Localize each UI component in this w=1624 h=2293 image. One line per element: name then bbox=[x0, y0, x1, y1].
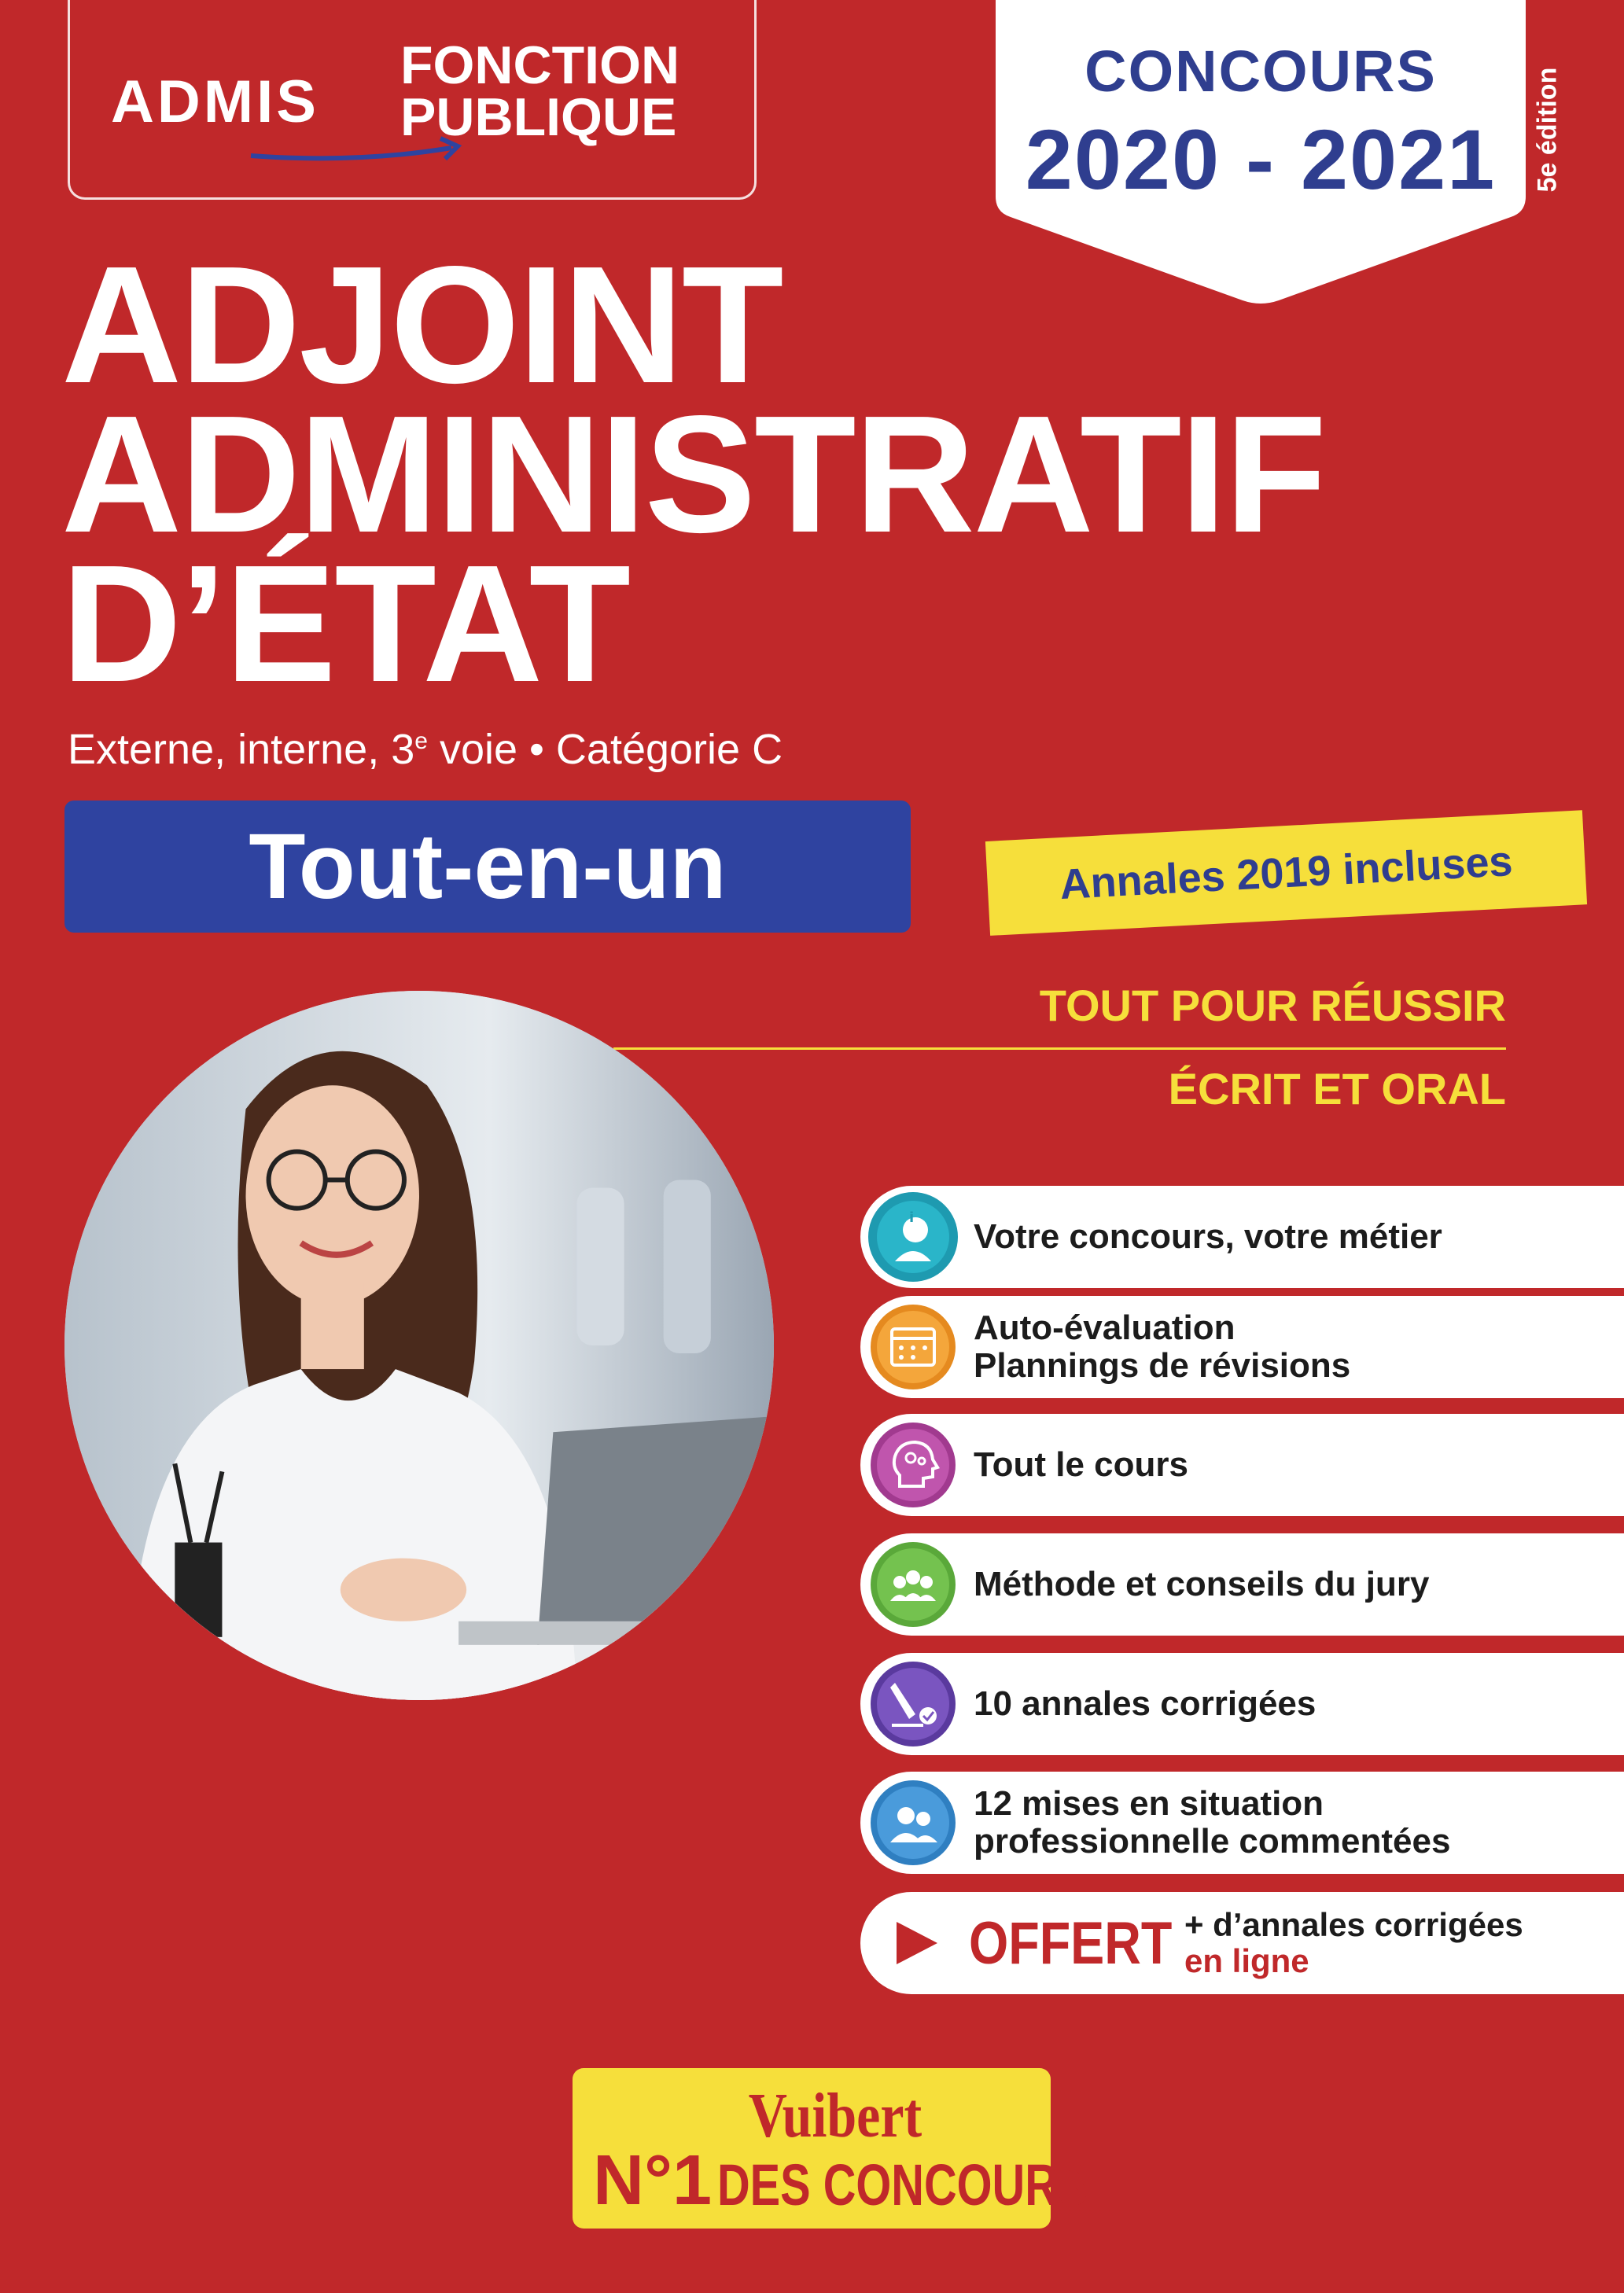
title-line-1: ADJOINT bbox=[61, 231, 783, 418]
feature-item bbox=[860, 1533, 1624, 1636]
subtitle-part-1: Externe, interne, 3 bbox=[68, 726, 415, 773]
publisher-tagline: DES CONCOURS bbox=[717, 2152, 1088, 2218]
people-icon bbox=[868, 1778, 958, 1868]
calendar-icon bbox=[868, 1302, 958, 1392]
feature-line-1: 10 annales corrigées bbox=[974, 1684, 1317, 1723]
subtitle-sup: e bbox=[414, 728, 428, 754]
feature-text bbox=[974, 1296, 1350, 1398]
book-subtitle bbox=[68, 725, 783, 774]
info-person-icon bbox=[868, 1192, 958, 1282]
feature-line-1: 12 mises en situation bbox=[974, 1784, 1324, 1823]
feature-line-2: professionnelle commentées bbox=[974, 1822, 1451, 1861]
brand-logo bbox=[68, 0, 757, 200]
publisher-rank: N°1 bbox=[593, 2141, 713, 2220]
tagline-2: ÉCRIT ET ORAL bbox=[1168, 1064, 1506, 1113]
feature-line-1: Méthode et conseils du jury bbox=[974, 1565, 1430, 1603]
group-icon bbox=[868, 1540, 958, 1629]
offert-item bbox=[860, 1892, 1624, 1994]
feature-line-1: Tout le cours bbox=[974, 1445, 1188, 1484]
feature-text bbox=[974, 1772, 1450, 1874]
subtitle-part-2: voie • Catégorie C bbox=[427, 726, 783, 773]
concours-years: 2020 - 2021 bbox=[1025, 112, 1497, 207]
feature-item bbox=[860, 1414, 1624, 1516]
tagline-divider bbox=[613, 1047, 1506, 1050]
offert-line-1: + d’annales corrigées bbox=[1184, 1906, 1523, 1943]
brain-head-icon bbox=[868, 1420, 958, 1510]
feature-item bbox=[860, 1296, 1624, 1398]
title-line-3: D’ÉTAT bbox=[61, 530, 630, 716]
brand-admis: ADMIS bbox=[111, 68, 319, 135]
svg-text:i: i bbox=[909, 1209, 915, 1226]
feature-item bbox=[860, 1772, 1624, 1874]
title-line-2: ADMINISTRATIF bbox=[61, 381, 1325, 567]
edition-text: 5e édition bbox=[1532, 67, 1563, 193]
tagline-1: TOUT POUR RÉUSSIR bbox=[1039, 981, 1506, 1030]
feature-item bbox=[860, 1186, 1624, 1288]
cover-photo bbox=[64, 991, 774, 1700]
book-title bbox=[61, 231, 1325, 716]
publisher-badge bbox=[573, 2068, 1088, 2229]
publisher-name: Vuibert bbox=[748, 2081, 922, 2151]
offert-text bbox=[969, 1892, 1523, 1994]
pen-check-icon bbox=[868, 1659, 958, 1749]
edition-label bbox=[1532, 47, 1563, 212]
feature-line-1: Auto-évaluation bbox=[974, 1308, 1235, 1347]
offert-line-2: en ligne bbox=[1184, 1942, 1309, 1979]
brand-publique: PUBLIQUE bbox=[400, 87, 677, 147]
feature-text bbox=[974, 1533, 1429, 1636]
feature-text bbox=[974, 1653, 1316, 1755]
feature-text bbox=[974, 1186, 1442, 1288]
offert-details bbox=[1184, 1907, 1523, 1979]
brand-fonction: FONCTION bbox=[400, 35, 680, 95]
brand-fonction-publique bbox=[400, 35, 680, 147]
play-icon bbox=[868, 1898, 958, 1988]
annales-sticker: Annales 2019 incluses bbox=[985, 810, 1587, 936]
feature-text bbox=[974, 1414, 1188, 1516]
woman-at-laptop-illustration bbox=[64, 991, 774, 1700]
format-label: Tout-en-un bbox=[64, 801, 911, 933]
feature-item bbox=[860, 1653, 1624, 1755]
feature-line-2: Plannings de révisions bbox=[974, 1346, 1351, 1385]
offert-label: OFFERT bbox=[969, 1909, 1173, 1977]
concours-label: CONCOURS bbox=[1085, 39, 1437, 104]
feature-line-1: Votre concours, votre métier bbox=[974, 1217, 1442, 1256]
